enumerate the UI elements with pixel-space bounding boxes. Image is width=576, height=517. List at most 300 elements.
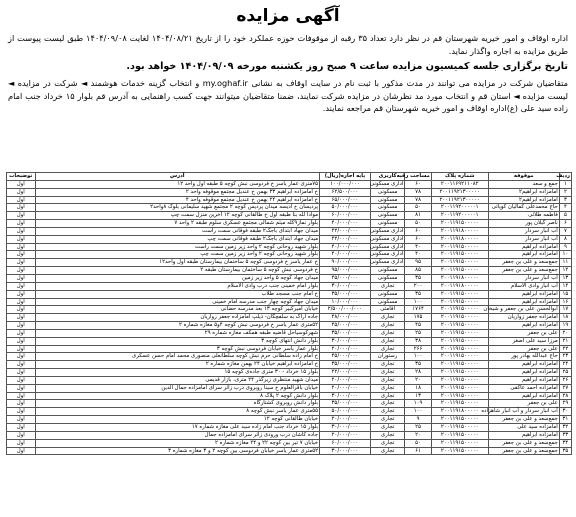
table-cell: تجاری [370, 400, 405, 408]
table-cell: تجاری [370, 424, 405, 432]
table-cell: ۳۵/۰۰۰/۰۰۰ [320, 329, 371, 337]
table-cell: ۳۵/۰۰۰/۰۰۰ [320, 400, 371, 408]
table-cell: امامزاده ابراهیم [488, 251, 559, 259]
table-row [7, 274, 572, 282]
table-cell: ۲۰۰۱۱۹۱۵۰۰۰۰۰ [431, 361, 488, 369]
table-cell: ۳۵/۰۰۰/۰۰۰ [320, 361, 371, 369]
table-cell: ۲۰۰۱۱۹۱۵۰۰۰۰۰ [431, 220, 488, 228]
table-row [7, 180, 572, 188]
table-cell: امامزاده سید علی [488, 424, 559, 432]
table-cell: ۳۰/۰۰۰/۰۰۰ [320, 392, 371, 400]
header-cell: موقوفه [488, 173, 559, 181]
table-cell: خ فردوسی نبش کوچه ۵ ساختمان بیمارستان طبقه ۲ [35, 267, 320, 275]
table-row [7, 204, 572, 212]
table-row [7, 337, 572, 345]
table-cell: امامزاده ابراهیم [488, 298, 559, 306]
table-cell: ۱۸ [405, 384, 431, 392]
table-cell: مسکونی [370, 220, 405, 228]
table-cell: علی بن جعفر [488, 329, 559, 337]
table-row [7, 431, 572, 439]
table-cell: اول [7, 376, 36, 384]
table-cell: ۲۰۰۱۱۹۲۱۳۰۰۰۰۰ [431, 196, 488, 204]
table-cell: ۲۰ [405, 431, 431, 439]
table-cell: امامزاده ابراهیم۲ [488, 196, 559, 204]
table-cell: ۲۰/۰۰۰/۰۰۰ [320, 431, 371, 439]
table-cell: ۵ [559, 212, 571, 220]
table-cell: ۴۰/۰۰۰/۰۰۰ [320, 220, 371, 228]
table-cell: ۷۵متری عمار یاسر خ فردوسی نبش کوچه ۵ طبقه اول واحد ۱۲ [35, 180, 320, 188]
table-cell: ۲۸ [405, 369, 431, 377]
table-cell: اول [7, 408, 36, 416]
table-cell: ۵۵متری عمار یاسر نبش کوچه ۸ [35, 408, 320, 416]
table-cell: ۲۰۰۱۱۹۱۵۰۰۰۰۰ [431, 298, 488, 306]
table-cell: ۲۰۰۱۱۹۱۵۰۰۰۰۰ [431, 251, 488, 259]
table-cell: اول [7, 322, 36, 330]
table-cell: خ امام جنب مسجد طلاب [35, 290, 320, 298]
table-cell: ۴۸/۰۰۰/۰۰۰ [320, 314, 371, 322]
table-row [7, 392, 572, 400]
table-cell: مسکونی [370, 212, 405, 220]
table-cell: اول [7, 431, 36, 439]
table-cell: مسکونی [370, 204, 405, 212]
table-cell: ۲۰۰۱۱۹۱۵۰۰۰۰۰ [431, 337, 488, 345]
table-cell: ۲۶۶ [405, 345, 431, 353]
table-cell: امامزاده ابراهیم۲ [488, 188, 559, 196]
table-cell: ۱۷۶۴ [405, 306, 431, 314]
table-cell: ۴۵ [405, 322, 431, 330]
table-cell: رستوران [370, 353, 405, 361]
table-cell: اول [7, 180, 36, 188]
table-cell: امامزاده احمد عاکفی [488, 384, 559, 392]
table-cell: ۴۲/۰۰۰/۰۰۰ [320, 235, 371, 243]
table-cell: ۶۱ [405, 447, 431, 455]
table-cell: ۲۰۰۱۱۹۱۵۰۰۰۰۰ [431, 431, 488, 439]
table-cell: ۲۰۰۱۱۹۱۵۰۰۰۰۰ [431, 384, 488, 392]
table-cell: ۲۰۰۱۱۹۱۸۰۰۰۰۰ [431, 274, 488, 282]
table-cell: اول [7, 353, 36, 361]
table-cell: ۱۰/۰۰۰/۰۰۰ [320, 298, 371, 306]
table-cell: ۱۱ [559, 259, 571, 267]
table-cell: ۱۰ [559, 251, 571, 259]
table-row [7, 227, 572, 235]
table-cell: ۶۰ [405, 180, 431, 188]
table-row [7, 282, 572, 290]
table-body [7, 180, 572, 455]
table-row [7, 424, 572, 432]
table-cell: امامزاده ابراهیم [488, 431, 559, 439]
table-row [7, 259, 572, 267]
table-cell: ۲۹ [559, 400, 571, 408]
table-cell: امامزاده ابراهیم [488, 290, 559, 298]
instructions-paragraph: متقاضیان شرکت در مزایده می توانند در مدت مذکور با ثبت نام در سایت اوقاف به نشانی my.oghaf.ir و انتخاب گزینه خدمات هوشمند ◄ شرکت در مزایده ◄ لیست مزایده ◄ استان قم و انتخاب مورد مد نظرشان در مزایده شرکت نمایند، ضمنا متقاضیان میتوانند جهت کسب راهنمایی به آدرس قم بلوار ۱۵ خرداد جنب امام زاده سید علی (ع)اداره اوقاف و امور خیریه شهرستان قم مراجعه نمایند. [8, 78, 568, 113]
table-cell: خیابان باقرالعلوم خ سینا روبروی درب زائر سرای امامزاده جمال الدین [35, 384, 320, 392]
table-cell: اول [7, 424, 36, 432]
table-cell: ۵۲متری عمار یاسر خ فردوسی نبش کوچه ۴و۵ مغازه شماره ۲ [35, 322, 320, 330]
table-cell: تجاری [370, 408, 405, 416]
table-cell: ۲۰۰۱۱۹۲۰۰۰۰۰۱ [431, 212, 488, 220]
notice-title: آگهی مزایده [236, 6, 340, 26]
table-cell: ۲۰۰۱۱۹۲۱۳۰۰۰۰۰ [431, 188, 488, 196]
table-cell: تجاری [370, 361, 405, 369]
table-cell: ۶۰/۰۰۰/۰۰۰ [320, 212, 371, 220]
table-cell: ۳۴ [559, 439, 571, 447]
table-cell: امامزاده ابراهیم [488, 369, 559, 377]
table-row [7, 416, 572, 424]
table-cell: ۲ [559, 188, 571, 196]
table-cell: ۲۰۰۱۱۹۱۵۰۰۰۰۰ [431, 416, 488, 424]
table-cell: تجاری [370, 329, 405, 337]
header-cell: شماره پلاک [431, 173, 488, 181]
table-cell: آب انبار وادی الاسلام [488, 282, 559, 290]
table-cell: اول [7, 392, 36, 400]
table-cell: ۴۲/۰۰۰/۰۰۰ [320, 227, 371, 235]
table-cell: اول [7, 314, 36, 322]
table-cell: اول [7, 259, 36, 267]
table-cell: تجاری [370, 314, 405, 322]
table-cell: ۱۵ [559, 290, 571, 298]
table-cell: ۱۹ [559, 322, 571, 330]
table-cell: ۷۸ [405, 196, 431, 204]
table-cell: آب انبار سردار [488, 235, 559, 243]
table-cell: اول [7, 220, 36, 228]
table-cell: مرزا سید علی اصغر [488, 337, 559, 345]
table-cell: ۲۰۰۱۱۹۱۵۰۰۰۰۰ [431, 400, 488, 408]
table-cell: مسکونی [370, 274, 405, 282]
table-row [7, 439, 572, 447]
table-cell: ۲۸ [559, 392, 571, 400]
table-cell: اول [7, 306, 36, 314]
table-cell: ۶۰/۰۰۰/۰۰۰ [320, 439, 371, 447]
table-cell: علی بن جعفر [488, 345, 559, 353]
table-cell: ۸۵ [405, 267, 431, 275]
header-cell: توضیحات [7, 173, 36, 181]
table-cell: ۳۰/۰۰۰/۰۰۰ [320, 447, 371, 455]
table-cell: اول [7, 400, 36, 408]
table-cell: ۴۰/۰۰۰/۰۰۰ [320, 251, 371, 259]
table-cell: تجاری [370, 337, 405, 345]
table-cell: ۱۶ [559, 298, 571, 306]
table-cell: ۶۵/۰۰۰/۰۰۰ [320, 196, 371, 204]
session-date-line: تاریخ برگزاری جلسه کمیسیون مزایده ساعت ۹ صبح روز یکشنبه مورخه ۱۴۰۴/۰۹/۰۹ خواهد بود. [126, 61, 568, 72]
table-cell: آب انبار سردار [488, 274, 559, 282]
table-cell: جاده کاشان درب ورودی زائر سرای امامزاده جمال [35, 431, 320, 439]
table-cell: بلوار امام خمینی جنب درب وادی الاسلام [35, 282, 320, 290]
table-cell: اقامتی [370, 306, 405, 314]
header-cell: ردیف [556, 173, 570, 179]
table-cell: اول [7, 243, 36, 251]
table-cell: ۳۳ [559, 431, 571, 439]
table-cell: ۲۰۰۱۱۹۱۸۰۰۰۰۰ [431, 408, 488, 416]
table-row [7, 267, 572, 275]
table-cell: ۲۰ [559, 329, 571, 337]
table-cell: ۵۰ [405, 204, 431, 212]
table-row [7, 314, 572, 322]
table-cell: بلوار دانش روبروی کشتارگاه [35, 400, 320, 408]
table-cell: ۲۳ [559, 353, 571, 361]
table-cell: شهرکوسیاحل قاضیه طبقه همکف مغازه شماره ۲۹ [35, 329, 320, 337]
table-cell: جمع‌سعد و علی بن جعفر [488, 267, 559, 275]
table-cell: ۴ [559, 204, 571, 212]
table-row [7, 384, 572, 392]
table-row [7, 220, 572, 228]
table-cell: تجاری [370, 282, 405, 290]
table-cell: ۳۱ [559, 416, 571, 424]
table-cell: ۲۰/۰۰۰/۰۰۰ [320, 376, 371, 384]
table-cell: تجاری [370, 384, 405, 392]
table-cell: ۹۵/۰۰۰/۰۰۰ [320, 267, 371, 275]
table-cell: ابوالحسن علی بن جعفر و شیخان [483, 306, 558, 313]
table-cell: ۵۲متری عمار یاسر خیابان فردوسی بین کوچه ۲ و ۳ مغازه شماره ۳ [35, 447, 320, 455]
table-cell: اول [7, 416, 36, 424]
table-cell: جمع‌سعد و علی بن جعفر [488, 259, 559, 267]
table-cell: جمع‌سعد و علی بن جعفر [488, 439, 559, 447]
table-cell: ۲۰۰۱۱۹۱۵۰۰۰۰۰ [431, 243, 488, 251]
table-cell: تجاری [370, 345, 405, 353]
table-cell: اول [7, 345, 36, 353]
header-cell: کاربری [370, 173, 405, 181]
table-cell: میدان جهاد کوچه ۵ واحد زیر زمین [35, 274, 320, 282]
table-cell: مسکونی [370, 267, 405, 275]
table-cell: ۱۰۰ [405, 408, 431, 416]
table-cell: ۵۰ [405, 220, 431, 228]
table-cell: اول [7, 298, 36, 306]
table-cell: حاج محمدعلی کمالیان کوپائی [488, 204, 559, 212]
table-cell: آب انبار سردار [488, 227, 559, 235]
table-cell: تجاری [370, 447, 405, 455]
table-cell: ۱۷ [559, 306, 571, 314]
table-cell: ۴۰/۰۰۰/۰۰۰ [320, 243, 371, 251]
table-cell: حاج عبدالله بهادر پور [488, 353, 559, 361]
table-cell: ۲۰۰۱۱۹۱۵۰۰۰۰۰ [431, 439, 488, 447]
table-cell: خیابان امیرکبیر کوچه ۱۳ بعد مدرسه حضانی [35, 306, 320, 314]
table-cell: ۳ [559, 196, 571, 204]
table-cell: ۲۰۰۱۱۹۱۵۰۰۰۰۰ [431, 322, 488, 330]
table-row [7, 196, 572, 204]
table-cell: ۲۰۰۱۱۹۲۰۰۰۰۰۱ [431, 204, 488, 212]
table-row [7, 361, 572, 369]
table-cell: ۳۸ [405, 337, 431, 345]
table-cell: تجاری [370, 376, 405, 384]
table-cell: مسکونی [370, 298, 405, 306]
table-cell: بلوار ۱۵ خرداد جنب امام زاده سید علی مغازه شماره ۱۷ [35, 424, 320, 432]
table-cell: اداری مسکونی [369, 251, 404, 258]
intro-paragraph: اداره اوقاف و امور خیریه شهرستان قم در نظر دارد تعداد ۳۵ رقبه از موقوفات حوزه عملکرد خود را از تاریخ ۱۴۰۴/۰۸/۲۱ لغایت ۱۴۰۴/۰۹/۰۸ طبق لیست پیوست از طریق مزایده به اجاره واگذار نماید. [8, 33, 569, 56]
table-cell: ۲۰۰۱۱۹۱۵۰۰۰۰۰ [431, 259, 488, 267]
table-cell: ۱۳ [559, 274, 571, 282]
table-cell: ۲۰۰۱۱۹۱۸۰۰۰۰۰ [431, 282, 488, 290]
table-cell: موادا لله بنا طبقه اول خ طالقانی کوچه ۱۲ آخرین منزل سمت چپ [35, 212, 320, 220]
table-cell: اول [7, 267, 36, 275]
table-cell: ۲۰۰۱۱۹۱۸۰۰۰۰۰ [431, 227, 488, 235]
table-cell: امامزاده ابراهیم [488, 243, 559, 251]
table-cell: ۱۰۹ [405, 400, 431, 408]
table-cell: ۳۵ [405, 361, 431, 369]
table-cell: ۳۵ [405, 274, 431, 282]
table-cell: ۱۲ [559, 267, 571, 275]
table-cell: ۵۰ [405, 439, 431, 447]
table-cell: ۲۲ [559, 345, 571, 353]
table-cell: ۳۰/۰۰۰/۰۰۰ [320, 424, 371, 432]
table-cell: امامزاده ابراهیم [488, 322, 559, 330]
table-cell: اول [7, 204, 36, 212]
table-cell: ۲۰۰۱۱۹۱۵۰۰۰۰۰ [431, 345, 488, 353]
table-cell: خ امامزاده ابراهیم ۳۳ بهمن خ عندیل مجتمع موقوفه واحد ۲ [35, 188, 320, 196]
table-cell: اداری مسکونی [369, 227, 404, 234]
table-cell: خ امامزاده ابراهیم خیابان ۲۴ بهمن مغازه شماره ۲ [35, 361, 320, 369]
table-cell: ۷۸ [405, 188, 431, 196]
table-cell: اول [7, 447, 36, 455]
table-cell: امامزاده ابراهیم [488, 392, 559, 400]
table-cell: ۴۰ [405, 251, 431, 259]
table-row [7, 235, 572, 243]
table-cell: ۳۰/۰۰۰/۰۰۰ [320, 337, 371, 345]
table-cell: ۲۰۰۱۱۹۱۵۰۰۰۰۰ [431, 447, 488, 455]
table-cell: ۲۰/۰۰۰/۰۰۰ [320, 384, 371, 392]
table-cell: اول [7, 188, 36, 196]
table-cell: ۳۰ [559, 408, 571, 416]
table-cell: تجاری [370, 392, 405, 400]
table-cell: ۲۰۰۱۱۹۱۵۰۰۰۰۰ [431, 267, 488, 275]
table-cell: اول [7, 274, 36, 282]
header-cell: پایه اجاره(ریال) [320, 173, 371, 181]
table-cell: مسکونی [370, 290, 405, 298]
table-cell: ۲۵ [405, 329, 431, 337]
table-cell: اول [7, 212, 36, 220]
table-cell: بلوار دانش کوچه ۲ پلاک ۸ [35, 392, 320, 400]
table-cell: اداری مسکونی [369, 243, 404, 250]
table-cell: اول [7, 329, 36, 337]
table-cell: ۲۰۰۱۱۹۱۵۰۰۰۰۰ [431, 424, 488, 432]
table-cell: آب انبار سردار و آب انبار شاهزاده [481, 408, 558, 415]
table-cell: تجاری [370, 322, 405, 330]
table-row [7, 212, 572, 220]
table-cell: تجاری [370, 369, 405, 377]
table-cell: اداری مسکونی [369, 235, 404, 242]
table-row [7, 188, 572, 196]
table-cell: ۱۰۰/۰۰۰/۰۰۰ [320, 180, 371, 188]
table-cell: ۲۱ [559, 337, 571, 345]
table-cell: میدان جهاد ابتدای باجک۲ طبقه فوقانی سمت راست [35, 227, 320, 235]
table-row [7, 329, 572, 337]
table-cell: اول [7, 282, 36, 290]
table-cell: ۲۰۰۱۱۹۱۸۰۰۰۰۰ [431, 235, 488, 243]
table-cell: اداری مسکونی [369, 180, 404, 187]
table-cell: ۱۸ [559, 314, 571, 322]
table-cell: ۹ [405, 416, 431, 424]
table-cell: امامزاده جعفر زواریان [488, 314, 559, 322]
table-cell: ۷ [559, 227, 571, 235]
table-cell: ۲۵ [405, 424, 431, 432]
table-row [7, 306, 572, 314]
table-cell: ۳۵ [405, 290, 431, 298]
table-cell: بلوار عمار یاسر خیابان فردوسی نبش کوچه ۳ [35, 345, 320, 353]
table-cell: بلوار شهید روحانی کوچه ۲ واحد زیر زمین سمت راست [35, 243, 320, 251]
table-cell: ۶۰ [405, 235, 431, 243]
table-cell: اول [7, 227, 36, 235]
table-cell: ۲۶ [559, 376, 571, 384]
table-cell: ۲۰۰۱۱۹۱۵۰۰۰۰۰ [431, 392, 488, 400]
table-cell: امامزاده ابراهیم [488, 361, 559, 369]
table-cell: ۸۱ [405, 212, 431, 220]
table-cell: ۲۰۰۱۱۹۱۵۰۰۰۰۰ [431, 376, 488, 384]
table-cell: ۲۷ [559, 384, 571, 392]
table-cell: ۳۵ [559, 447, 571, 455]
table-cell: ۲۵ [559, 369, 571, 377]
table-cell: اول [7, 384, 36, 392]
table-cell: میدان جهاد ابتدای باجک۲ طبقه فوقانی سمت چپ [35, 235, 320, 243]
table-cell: اول [7, 251, 36, 259]
table-row [7, 345, 572, 353]
table-cell: اول [7, 290, 36, 298]
table-cell: ۱۷۵ [405, 314, 431, 322]
table-row [7, 408, 572, 416]
table-cell: ۴۵/۰۰۰/۰۰۰ [320, 274, 371, 282]
table-cell: ۳۰/۰۰۰/۰۰۰ [320, 282, 371, 290]
table-cell: ۸ [559, 235, 571, 243]
table-row [7, 251, 572, 259]
table-cell: ۶۰ [405, 227, 431, 235]
table-cell: ۲۰۰۱۱۹۱۵۰۰۰۰۰ [431, 290, 488, 298]
table-cell: ۴۰ [405, 243, 431, 251]
table-cell: اول [7, 337, 36, 345]
table-cell: تجاری [370, 416, 405, 424]
table-cell: تجاری [370, 439, 405, 447]
table-cell: ۲۲/۰۰۰/۰۰۰ [320, 369, 371, 377]
table-cell: اول [7, 361, 36, 369]
table-cell: جمع‌سعد و علی بن جعفر [488, 416, 559, 424]
table-cell: خیابان طالقانی کوچه ۱۲ [35, 416, 320, 424]
table-cell: اول [7, 369, 36, 377]
table-cell: ۲/۵۰۰/۰۰۰/۰۰۰ [320, 306, 371, 314]
table-row [7, 322, 572, 330]
table-cell: ۲۰/۰۰۰/۰۰۰ [320, 416, 371, 424]
table-cell: ۲۰۰۱۱۹۱۵۰۰۰۰۰ [431, 353, 488, 361]
table-row [7, 400, 572, 408]
table-cell: ۲۰۰۱۱۹۱۵۰۰۰۰۰ [431, 306, 488, 314]
table-cell: ۱۳ [405, 392, 431, 400]
table-row [7, 298, 572, 306]
header-cell: آدرس [35, 173, 320, 181]
table-cell: ۱ [559, 180, 571, 188]
table-cell: ۴۵/۰۰۰/۰۰۰ [320, 322, 371, 330]
table-cell: پردیسان خ ادیسه میدان پردیس کوچه ۲ مجتمع شهید سلیمانی بلوک ۸واحد۲ [35, 204, 320, 212]
table-cell: ۱۰۰ [405, 353, 431, 361]
table-cell: اول [7, 235, 36, 243]
table-cell: مسکونی [370, 196, 405, 204]
table-cell: خ امام زاده سلطانی حرم نبش کوچه سلطانعلی منصوری محمد امام حسن عسکری [35, 353, 320, 361]
table-cell: ۲۴ [559, 361, 571, 369]
properties-table [6, 172, 572, 455]
table-cell: بلوار ۱۵ خرداد - ۳۰ متری جاده‌ی کوچه ۱۵ [35, 369, 320, 377]
table-row [7, 447, 572, 455]
table-cell: بلوار نماز۹کله میثم شمالی مجتمع عسکری سلوم طبقه ۲ واحد ۷ [35, 220, 320, 228]
table-cell: امامزاده ابراهیم [488, 376, 559, 384]
table-cell: ناصر گیلان پور [488, 220, 559, 228]
table-cell: ۹۰/۰۰۰/۰۰۰ [320, 259, 371, 267]
table-cell: ۲۰۰۱۱۹۱۵۰۰۰۰۰ [431, 314, 488, 322]
table-cell: ۲۰۰۱۱۶۹۲۱۱۰۸۲ [431, 180, 488, 188]
table-cell: ۹ [559, 243, 571, 251]
table-cell: ۶۲/۵۰۰/۰۰۰ [320, 188, 371, 196]
table-cell: بلوار شهید روحانی کوچه ۲ واحد زیر زمین سمت چپ [35, 251, 320, 259]
table-cell: ۲۰۰ [405, 282, 431, 290]
table-row [7, 353, 572, 361]
table-header-row [7, 173, 572, 181]
table-cell: ۱۰۰ [405, 298, 431, 306]
table-cell: ۲۰۰۱۱۹۱۵۰۰۰۰۰ [431, 329, 488, 337]
table-cell: ۳۵/۰۰۰/۰۰۰ [320, 290, 371, 298]
table-cell: بلوار دانش انتهای کوچه ۳ [35, 337, 320, 345]
